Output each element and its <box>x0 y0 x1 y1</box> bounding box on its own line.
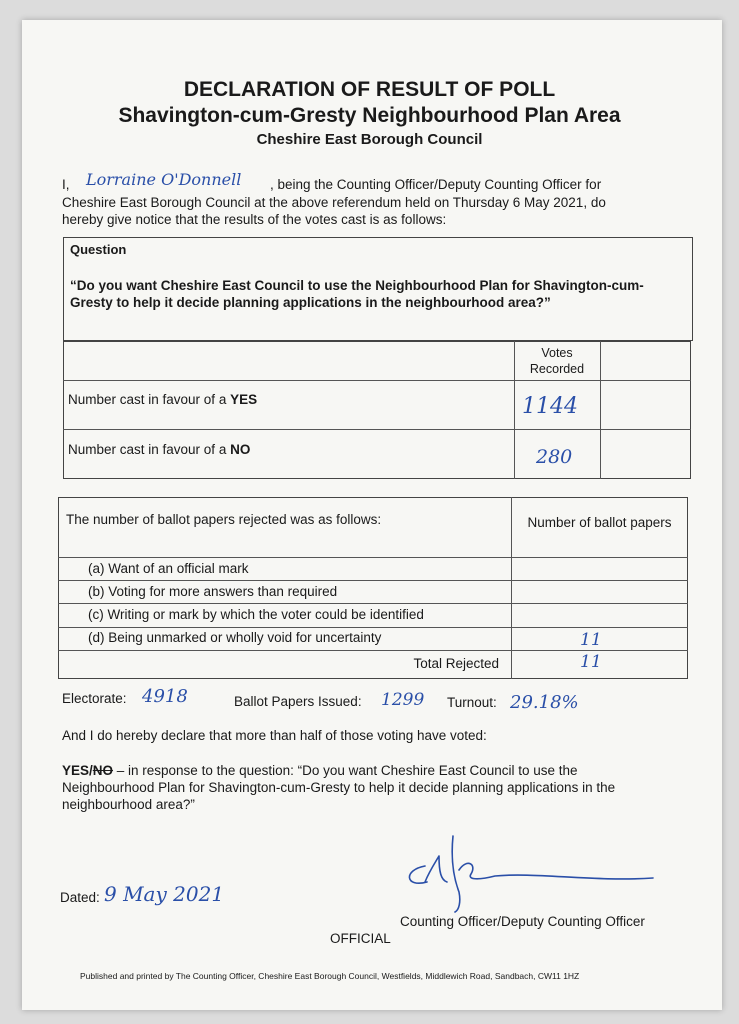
rejected-row-a: (a) Want of an official mark <box>88 561 249 576</box>
question-text-line2: Gresty to help it decide planning applications in the neighbourhood area?” <box>70 295 551 310</box>
votes-header-line1: Votes <box>541 346 573 360</box>
intro-line1: , being the Counting Officer/Deputy Counting Officer for <box>270 177 602 192</box>
declaration-rest2: Neighbourhood Plan for Shavington-cum-Gresty to help it decide planning applications in the <box>62 780 616 795</box>
question-text-line1: “Do you want Cheshire East Council to use the Neighbourhood Plan for Shavington-cum- <box>70 278 644 293</box>
declaration-line: And I do hereby declare that more than half of those voting have voted: <box>62 728 487 743</box>
yes-row-prefix: Number cast in favour of a <box>68 392 231 407</box>
votes-header-line2: Recorded <box>529 362 585 376</box>
no-row-label <box>68 442 250 457</box>
official-marking: OFFICIAL <box>330 931 391 946</box>
turnout-value: 29.18% <box>510 692 579 713</box>
no-word: NO <box>230 442 251 457</box>
turnout-label: Turnout: <box>447 695 497 710</box>
intro-line3: hereby give notice that the results of the votes cast is as follows: <box>62 212 447 227</box>
council-name: Cheshire East Borough Council <box>256 131 483 148</box>
page-title: DECLARATION OF RESULT OF POLL <box>183 78 556 101</box>
officer-name-handwritten: Lorraine O'Donnell <box>86 170 242 189</box>
ballot-papers-issued-label: Ballot Papers Issued: <box>234 694 362 709</box>
intro-prefix: I, <box>62 177 70 192</box>
no-votes-value: 280 <box>536 446 573 468</box>
rejected-row-b: (b) Voting for more answers than required <box>88 584 338 599</box>
declaration-yes: YES/ <box>62 763 93 778</box>
rejected-column-header: Number of ballot papers <box>527 515 672 530</box>
rejected-title: The number of ballot papers rejected was as follows: <box>66 512 382 527</box>
rejected-row-d: (d) Being unmarked or wholly void for uncertainty <box>88 630 382 645</box>
yes-word: YES <box>230 392 258 407</box>
signature <box>395 826 665 916</box>
declaration-rest3: neighbourhood area?” <box>62 797 195 812</box>
yes-votes-value: 1144 <box>522 394 578 419</box>
published-by: Published and printed by The Counting Officer, Cheshire East Borough Council, Westfields, Middlewich Road, Sandbach, CW11 1HZ <box>80 971 580 981</box>
total-rejected-value: 11 <box>580 652 602 672</box>
yes-row-label <box>68 392 257 407</box>
dated-value: 9 May 2021 <box>104 882 225 906</box>
declaration-rest1: – in response to the question: “Do you want Cheshire East Council to use the <box>113 763 578 778</box>
dated-label: Dated: <box>60 890 100 905</box>
ballot-papers-issued-value: 1299 <box>381 690 425 710</box>
area-title: Shavington-cum-Gresty Neighbourhood Plan Area <box>118 104 621 127</box>
intro-line2: Cheshire East Borough Council at the above referendum held on Thursday 6 May 2021, do <box>62 195 606 210</box>
rejected-value-d: 11 <box>580 630 602 650</box>
electorate-value: 4918 <box>142 686 188 707</box>
question-label: Question <box>70 242 127 257</box>
rejected-row-c: (c) Writing or mark by which the voter could be identified <box>88 607 424 622</box>
declaration-no-struck: NO <box>92 763 114 778</box>
no-row-prefix: Number cast in favour of a <box>68 442 231 457</box>
total-rejected-label: Total Rejected <box>413 656 499 671</box>
signatory-title: Counting Officer/Deputy Counting Officer <box>400 914 645 929</box>
electorate-label: Electorate: <box>62 691 127 706</box>
declaration-answer <box>62 762 578 779</box>
